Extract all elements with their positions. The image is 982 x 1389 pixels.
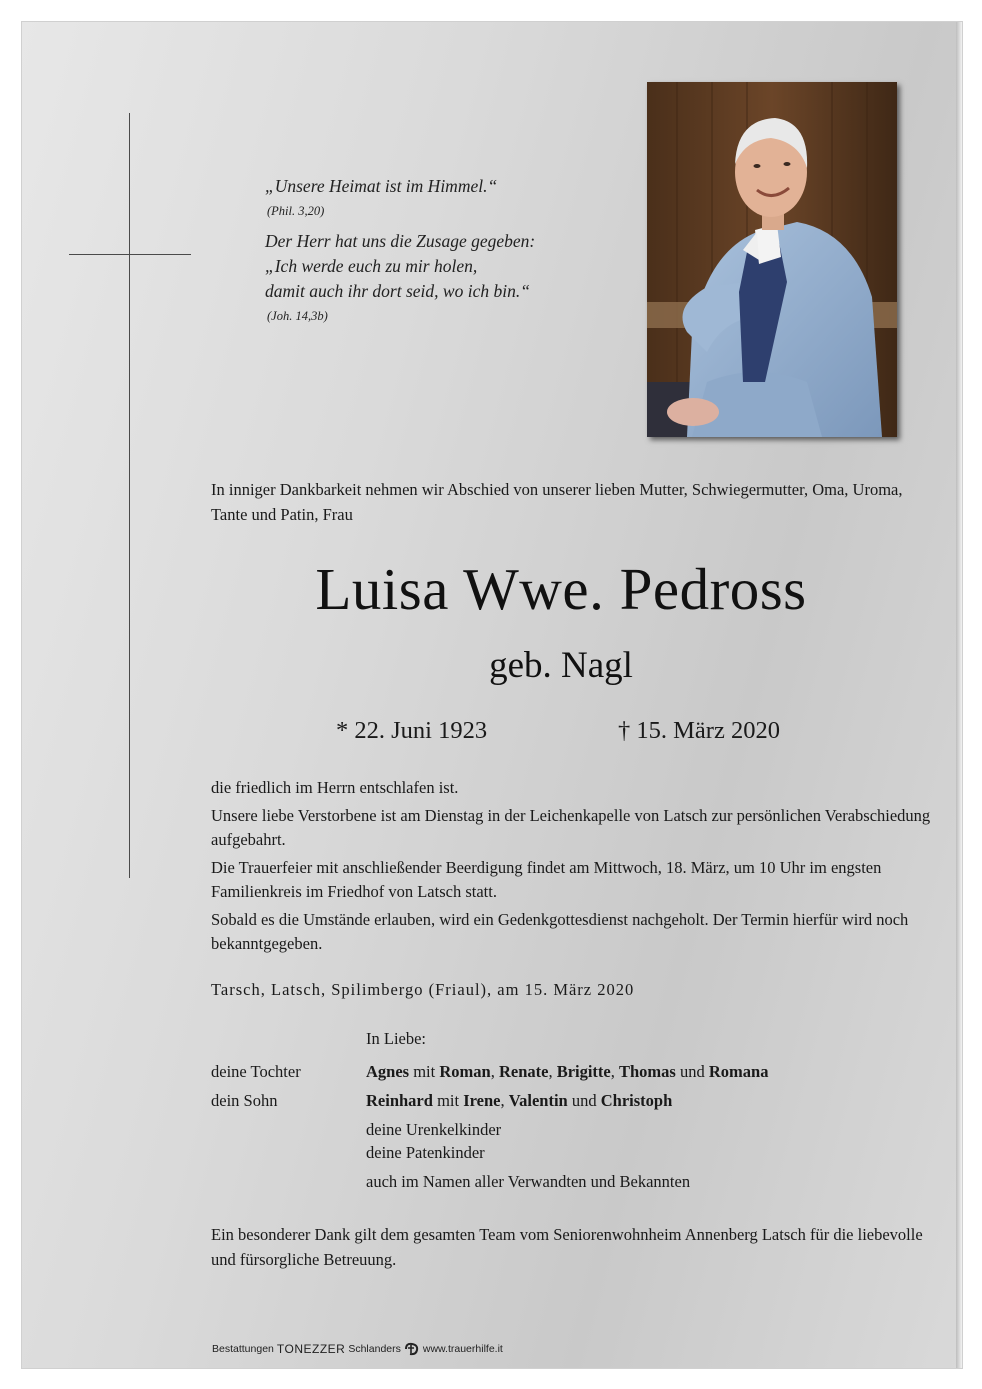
footer-prefix: Bestattungen [212, 1343, 274, 1355]
footer-suffix: Schlanders [348, 1343, 401, 1355]
body-paragraph: Unsere liebe Verstorbene ist am Dienstag in der Leichenkapelle von Latsch zur persönlichen Verabschiedung aufgebahrt. [211, 805, 931, 849]
mourner-names: Reinhard mit Irene, Valentin und Christoph [366, 1091, 673, 1110]
footer-brand: TONEZZER [276, 1342, 346, 1356]
trauerhilfe-logo-icon [404, 1342, 420, 1356]
mourner-names: deine Patenkinder [366, 1143, 485, 1162]
in-liebe-heading: In Liebe: [366, 1029, 427, 1048]
verse-line: „Unsere Heimat ist im Himmel.“ [265, 176, 498, 196]
relation-label: deine Tochter [211, 1062, 301, 1081]
death-date: † 15. März 2020 [618, 717, 780, 744]
body-paragraph: Sobald es die Umstände erlauben, wird ein Gedenkgottesdienst nachgeholt. Der Termin hierfür wird noch bekanntgegeben. [211, 909, 909, 953]
footer-url[interactable]: www.trauerhilfe.it [422, 1343, 503, 1355]
announcement-body [211, 776, 931, 960]
cross-horizontal-bar [69, 254, 191, 255]
maiden-name: geb. Nagl [489, 645, 633, 686]
mourner-names: auch im Namen aller Verwandten und Bekannten [366, 1172, 691, 1191]
intro-text: In inniger Dankbarkeit nehmen wir Abschied von unserer lieben Mutter, Schwiegermutter, Oma, Uroma, Tante und Patin, Frau [211, 480, 903, 524]
bible-verse [265, 174, 535, 334]
verse-line: „Ich werde euch zu mir holen, [265, 256, 478, 276]
frame-edge [956, 22, 962, 1368]
relation-label: dein Sohn [211, 1091, 278, 1110]
verse-line: damit auch ihr dort seid, wo ich bin.“ [265, 281, 530, 301]
cross-vertical-bar [129, 113, 130, 878]
birth-date: * 22. Juni 1923 [336, 717, 488, 744]
acknowledgement-text: Ein besonderer Dank gilt dem gesamten Team vom Seniorenwohnheim Annenberg Latsch für die liebevolle und fürsorgliche Betreuung. [211, 1225, 923, 1269]
verse-reference: (Joh. 14,3b) [267, 309, 328, 323]
mourner-names: Agnes mit Roman, Renate, Brigitte, Thomas und Romana [366, 1062, 769, 1081]
body-paragraph: die friedlich im Herrn entschlafen ist. [211, 778, 459, 797]
mourner-names: deine Urenkelkinder [366, 1120, 502, 1139]
verse-line: Der Herr hat uns die Zusage gegeben: [265, 231, 536, 251]
verse-reference: (Phil. 3,20) [267, 204, 325, 218]
body-paragraph: Die Trauerfeier mit anschließender Beerdigung findet am Mittwoch, 18. März, um 10 Uhr im engsten Familienkreis im Friedhof von Latsch statt. [211, 857, 882, 901]
deceased-name: Luisa Wwe. Pedross [315, 556, 807, 622]
portrait-photo [647, 82, 897, 437]
place-and-date: Tarsch, Latsch, Spilimbergo (Friaul), am 15. März 2020 [211, 980, 635, 999]
footer [212, 1342, 503, 1356]
